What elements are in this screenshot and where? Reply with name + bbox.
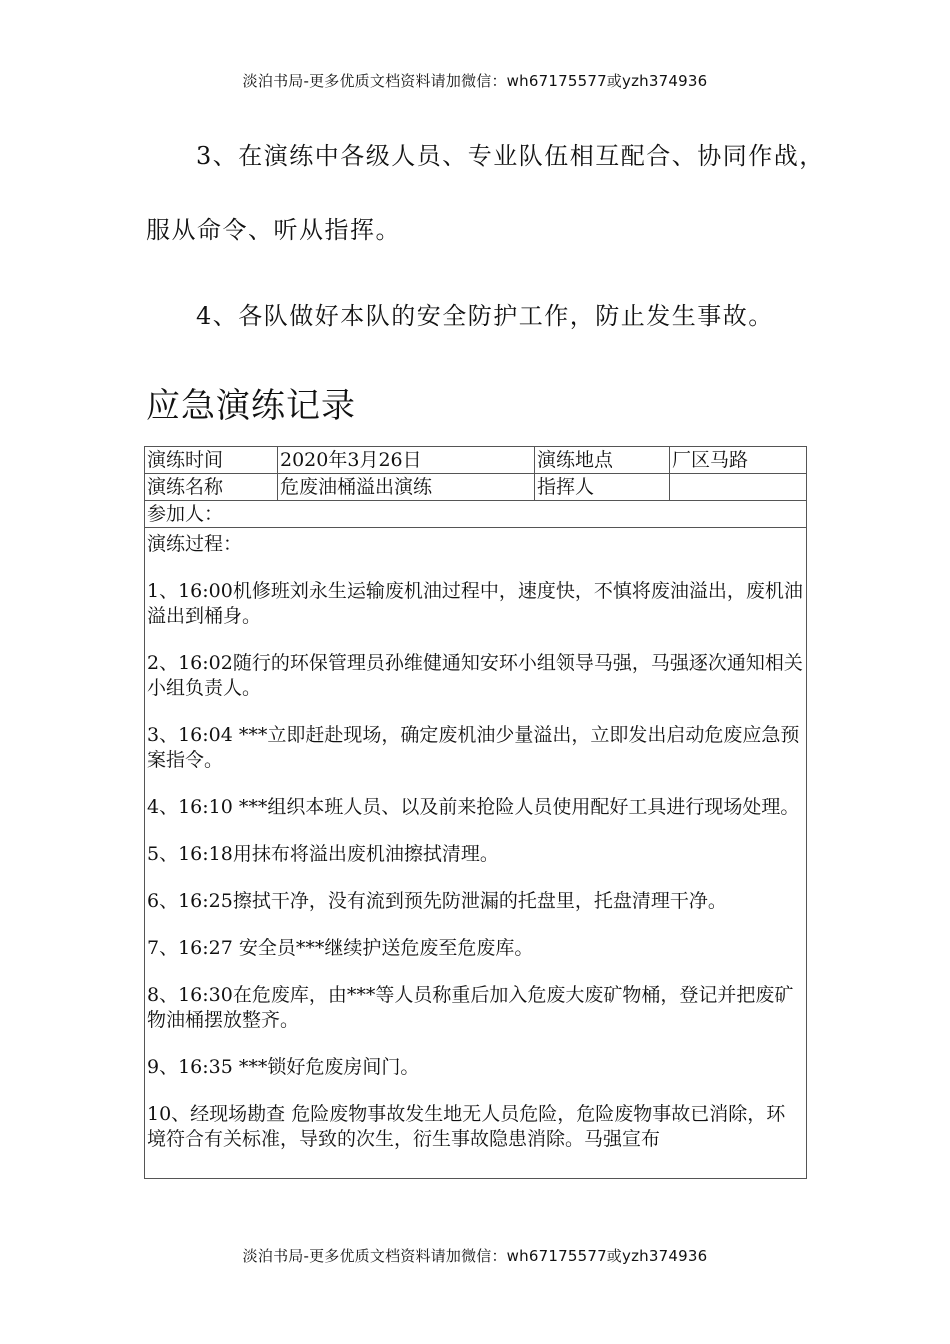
paragraph-3-line2: 服从命令、听从指挥。 [146,216,401,244]
watermark-header: 淡泊书局-更多优质文档资料请加微信：wh67175577或yzh374936 [242,72,708,90]
commander-label: 指挥人 [535,474,670,501]
place-label: 演练地点 [535,447,670,474]
process-step-3: 3、16:04 ***立即赶赴现场，确定废机油少量溢出，立即发出启动危废应急预案指令。 [147,724,800,771]
watermark-footer: 淡泊书局-更多优质文档资料请加微信：wh67175577或yzh374936 [242,1247,708,1265]
table-row [145,501,807,528]
drill-record-table [144,446,807,1179]
process-step-7: 7、16:27 安全员***继续护送危废至危废库。 [147,937,534,959]
process-step-9: 9、16:35 ***锁好危废房间门。 [147,1056,420,1078]
section-heading: 应急演练记录 [146,386,356,426]
table-row [145,528,807,1179]
place-value: 厂区马路 [670,447,807,474]
time-label: 演练时间 [145,447,278,474]
name-value: 危废油桶溢出演练 [278,474,535,501]
process-step-4: 4、16:10 ***组织本班人员、以及前来抢险人员使用配好工具进行现场处理。 [147,796,800,818]
paragraph-3-line1: 3、在演练中各级人员、专业队伍相互配合、协同作战， [196,142,825,170]
paragraph-4: 4、各队做好本队的安全防护工作，防止发生事故。 [196,302,774,330]
participants-label: 参加人： [145,501,807,528]
commander-value [670,474,807,501]
process-step-6: 6、16:25擦拭干净，没有流到预先防泄漏的托盘里，托盘清理干净。 [147,890,727,912]
name-label: 演练名称 [145,474,278,501]
process-step-2: 2、16:02随行的环保管理员孙维健通知安环小组领导马强，马强逐次通知相关小组负责人。 [147,652,803,699]
table-row [145,447,807,474]
table-row [145,474,807,501]
time-value: 2020年3月26日 [278,447,535,474]
process-step-10: 10、经现场勘查 危险废物事故发生地无人员危险，危险废物事故已消除，环境符合有关标准，导致的次生，衍生事故隐患消除。马强宣布 [147,1103,786,1150]
process-step-8: 8、16:30在危废库，由***等人员称重后加入危废大废矿物桶，登记并把废矿物油桶摆放整齐。 [147,984,794,1031]
process-cell [145,528,807,1179]
process-label: 演练过程： [147,533,243,555]
process-step-5: 5、16:18用抹布将溢出废机油擦拭清理。 [147,843,499,865]
process-step-1: 1、16:00机修班刘永生运输废机油过程中，速度快，不慎将废油溢出，废机油溢出到桶身。 [147,580,803,627]
